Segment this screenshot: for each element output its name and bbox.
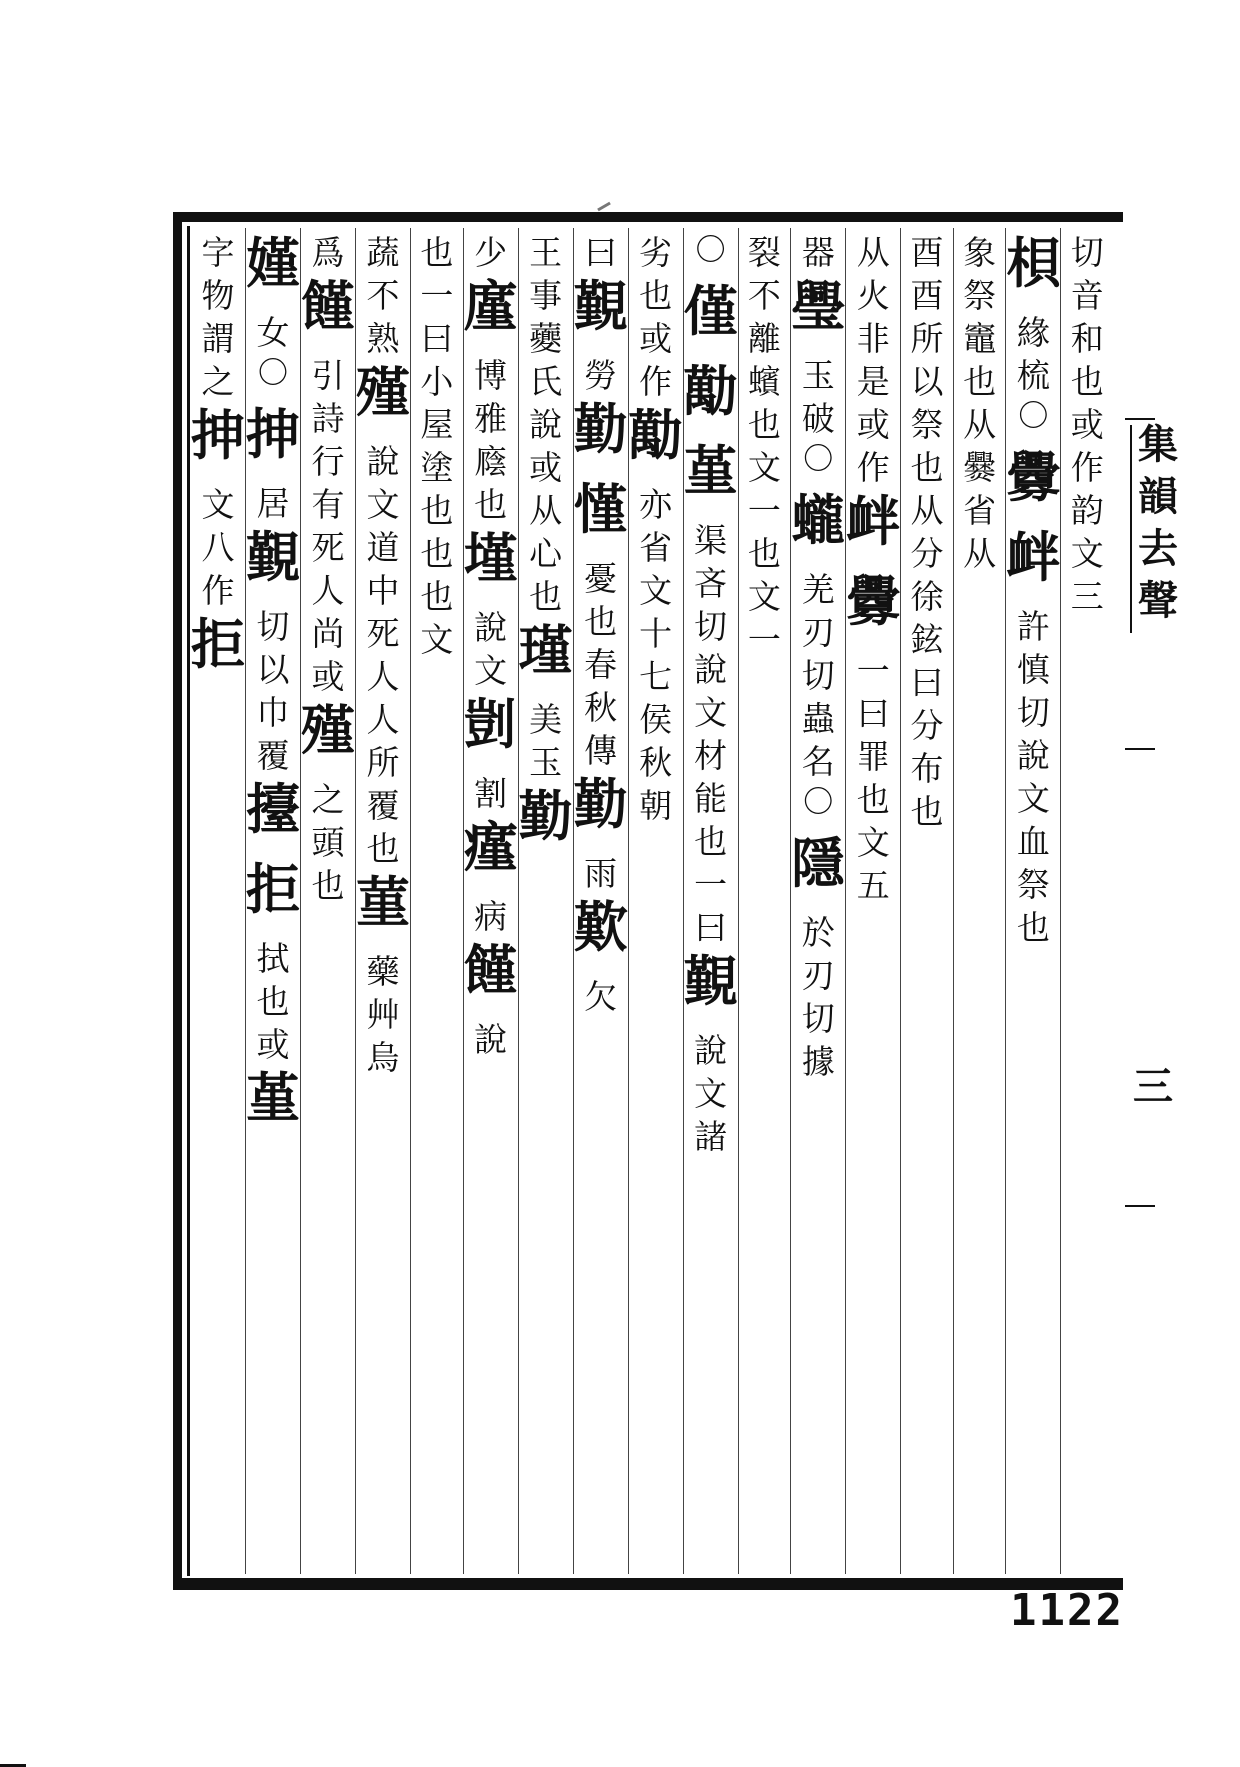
gloss-char: 春: [584, 645, 618, 684]
gloss-char: 以: [910, 362, 944, 401]
headword-char: 堇: [683, 439, 738, 503]
text-column: [845, 228, 900, 1574]
gloss-char: 作: [856, 448, 890, 487]
gloss-char: 艸: [366, 995, 400, 1034]
gloss-char: 或: [1070, 405, 1104, 444]
gloss-char: 鉉: [910, 620, 944, 659]
gloss-char: 分: [910, 534, 944, 573]
headword-char: 僅: [683, 279, 738, 343]
gloss-char: 道: [366, 528, 400, 567]
gloss-char: 梳: [1016, 356, 1050, 395]
gloss-char: 一: [694, 865, 728, 904]
gloss-char: 名: [801, 742, 835, 781]
gloss-char: 秋: [584, 688, 618, 727]
gloss-char: 文: [1016, 779, 1050, 818]
headword-char: 殣: [301, 698, 356, 762]
gloss-char: 也: [747, 405, 781, 444]
gloss-char: 切: [801, 999, 835, 1038]
text-column: [738, 228, 791, 1574]
gloss-char: 蟲: [801, 699, 835, 738]
gloss-char: 爨: [963, 448, 997, 487]
gloss-char: 慎: [1016, 650, 1050, 689]
gloss-char: 祭: [1016, 865, 1050, 904]
gloss-char: 中: [366, 571, 400, 610]
text-column: [1005, 228, 1060, 1574]
text-column: [191, 228, 245, 1574]
headword-char: 勤: [573, 772, 628, 836]
headword-char: 蠬: [791, 488, 846, 552]
gloss-char: 文: [474, 651, 508, 690]
headword-char: 剴: [463, 692, 518, 756]
headword-char: 衅: [1006, 525, 1061, 589]
gloss-char: 器: [801, 233, 835, 272]
gloss-char: 事: [529, 276, 563, 315]
gloss-char: 材: [694, 736, 728, 775]
gloss-char: 塗: [420, 448, 454, 487]
gloss-char: 少: [474, 233, 508, 272]
gloss-char: 七: [639, 657, 673, 696]
gloss-char: 从: [529, 491, 563, 530]
gloss-char: 離: [747, 319, 781, 358]
margin-title-char: 聲: [1138, 577, 1178, 624]
gloss-char: 一: [420, 276, 454, 315]
gloss-char: 作: [201, 571, 235, 610]
headword-char: 抻: [191, 403, 246, 467]
gloss-char: 虁: [529, 319, 563, 358]
gloss-char: 侯: [639, 700, 673, 739]
gloss-char: 非: [856, 319, 890, 358]
gloss-char: 也: [420, 491, 454, 530]
gloss-char: 从: [963, 534, 997, 573]
gloss-char: 於: [801, 913, 835, 952]
gloss-char: 文: [694, 693, 728, 732]
top-tick-mark: [597, 202, 611, 212]
gloss-char: 緣: [1016, 313, 1050, 352]
gloss-char: 象: [963, 233, 997, 272]
headword-char: 瑾: [518, 618, 573, 682]
headword-char: 抻: [246, 402, 301, 466]
gloss-char: 作: [1070, 448, 1104, 487]
margin-mark: 三: [1133, 1063, 1173, 1110]
gloss-char: 死: [311, 528, 345, 567]
gloss-char: 文: [201, 485, 235, 524]
gloss-char: 巾: [256, 693, 290, 732]
text-column: [628, 228, 683, 1574]
headword-char: 梖: [1006, 231, 1061, 295]
headword-char: 隱: [791, 831, 846, 895]
gloss-char: 祭: [910, 405, 944, 444]
gloss-char: 人: [366, 700, 400, 739]
text-column: [410, 228, 463, 1574]
gloss-char: 人: [311, 571, 345, 610]
text-column: [355, 228, 410, 1574]
gloss-char: 能: [694, 779, 728, 818]
headword-char: 嫤: [246, 231, 301, 295]
headword-char: 釁: [1006, 445, 1061, 509]
headword-char: 饉: [301, 274, 356, 338]
gloss-char: 之: [201, 362, 235, 401]
headword-char: 覲: [246, 525, 301, 589]
gloss-char: 刃: [801, 956, 835, 995]
gloss-char: 覆: [256, 736, 290, 775]
gloss-char: 一: [747, 491, 781, 530]
gloss-char: 血: [1016, 822, 1050, 861]
headword-char: 殣: [356, 360, 411, 424]
gloss-char: 也: [910, 448, 944, 487]
text-column: [300, 228, 355, 1574]
gloss-char: 說: [694, 650, 728, 689]
gloss-char: 憂: [584, 559, 618, 598]
gloss-char: 作: [639, 362, 673, 401]
text-column: [683, 228, 738, 1574]
gloss-char: 是: [856, 362, 890, 401]
gloss-char: 曰: [856, 694, 890, 733]
gloss-char: 文: [366, 485, 400, 524]
gloss-char: 謂: [201, 319, 235, 358]
gloss-char: 說: [529, 405, 563, 444]
gloss-char: 尚: [311, 614, 345, 653]
gloss-char: 分: [910, 706, 944, 745]
gloss-char: 羌: [801, 570, 835, 609]
gloss-char: 屋: [420, 405, 454, 444]
gloss-char: 也: [420, 534, 454, 573]
frame-top-rule: [173, 212, 1123, 222]
text-column: [245, 228, 300, 1574]
gloss-char: 祭: [963, 276, 997, 315]
headword-char: 覲: [573, 274, 628, 338]
gloss-char: 秋: [639, 743, 673, 782]
frame-bottom-rule: [173, 1578, 1123, 1590]
gloss-char: 和: [1070, 319, 1104, 358]
gloss-char: 頭: [311, 823, 345, 862]
gloss-char: 許: [1016, 607, 1050, 646]
gloss-char: 也: [420, 577, 454, 616]
gloss-char: 切: [256, 607, 290, 646]
margin-title-char: 韻: [1138, 473, 1178, 520]
text-column: [900, 228, 953, 1574]
gloss-char: 女: [256, 313, 290, 352]
margin-rule: [1125, 418, 1155, 420]
gloss-char: 或: [256, 1025, 290, 1064]
gloss-char: 火: [856, 276, 890, 315]
gloss-char: 之: [311, 780, 345, 819]
headword-char: 衅: [846, 489, 901, 553]
gloss-char: 玉: [529, 743, 563, 782]
margin-title: [1130, 421, 1188, 633]
gloss-char: 曰: [584, 233, 618, 272]
gloss-char: 罪: [856, 737, 890, 776]
gloss-char: 也: [639, 276, 673, 315]
gloss-char: 所: [910, 319, 944, 358]
text-column: [573, 228, 628, 1574]
gloss-char: 藥: [366, 952, 400, 991]
gloss-char: 說: [366, 442, 400, 481]
gloss-char: 文: [420, 620, 454, 659]
gloss-char: 裂: [747, 233, 781, 272]
gloss-char: 居: [256, 484, 290, 523]
gloss-char: 酉: [910, 233, 944, 272]
headword-char: 釁: [846, 569, 901, 633]
gloss-char: 心: [529, 534, 563, 573]
gloss-char: 人: [366, 657, 400, 696]
gloss-char: 五: [856, 866, 890, 905]
gloss-char: 从: [910, 491, 944, 530]
gloss-char: 詩: [311, 399, 345, 438]
gloss-char: 美: [529, 700, 563, 739]
gloss-char: 破: [801, 399, 835, 438]
headword-char: 勱: [628, 403, 683, 467]
gloss-char: 所: [366, 743, 400, 782]
gloss-char: 也: [1070, 362, 1104, 401]
gloss-char: 文: [639, 571, 673, 610]
gloss-char: 切: [1070, 233, 1104, 272]
gloss-char: 吝: [694, 564, 728, 603]
gloss-char: 也: [420, 233, 454, 272]
gloss-char: 也: [311, 866, 345, 905]
gloss-char: 有: [311, 485, 345, 524]
gloss-char: 一: [747, 620, 781, 659]
headword-char: 饉: [463, 938, 518, 1002]
gloss-char: 酉: [910, 276, 944, 315]
headword-char: 歎: [573, 895, 628, 959]
page-frame: [173, 212, 1123, 1590]
text-column: [463, 228, 518, 1574]
gloss-char: 王: [529, 233, 563, 272]
gloss-char: 拭: [256, 939, 290, 978]
headword-char: 勤: [518, 784, 573, 848]
gloss-char: 說: [694, 1031, 728, 1070]
gloss-char: 布: [910, 749, 944, 788]
text-column: [518, 228, 573, 1574]
gloss-char: 文: [856, 823, 890, 862]
frame-left-inner-rule: [187, 226, 190, 1576]
gloss-char: 也: [963, 362, 997, 401]
gloss-char: 病: [474, 897, 508, 936]
headword-char: 菫: [356, 870, 411, 934]
gloss-char: 氏: [529, 362, 563, 401]
gloss-char: 也: [256, 982, 290, 1021]
gloss-char: 曰: [910, 663, 944, 702]
gloss-char: 曰: [420, 319, 454, 358]
gloss-char: 切: [801, 656, 835, 695]
gloss-char: 說: [474, 608, 508, 647]
gloss-char: 省: [963, 491, 997, 530]
gloss-char: 博: [474, 356, 508, 395]
headword-char: 拒: [191, 612, 246, 676]
headword-char: 拒: [246, 857, 301, 921]
headword-char: 堇: [246, 1066, 301, 1130]
gloss-char: 一: [856, 651, 890, 690]
gloss-char: 說: [1016, 736, 1050, 775]
gloss-char: 諸: [694, 1117, 728, 1156]
gloss-char: 也: [584, 602, 618, 641]
entry-separator: 〇: [258, 356, 289, 391]
gloss-char: 也: [1016, 908, 1050, 947]
gloss-char: 物: [201, 276, 235, 315]
gloss-char: 也: [474, 485, 508, 524]
gloss-char: 文: [694, 1074, 728, 1113]
headword-char: 廑: [463, 274, 518, 338]
gloss-char: 或: [639, 319, 673, 358]
headword-char: 勱: [683, 359, 738, 423]
gloss-char: 三: [1070, 577, 1104, 616]
headword-char: 瘽: [463, 815, 518, 879]
text-column: [953, 228, 1006, 1574]
gloss-char: 欠: [584, 977, 618, 1016]
gloss-char: 蔬: [366, 233, 400, 272]
gloss-char: 省: [639, 528, 673, 567]
text-column: [790, 228, 845, 1574]
gloss-char: 八: [201, 528, 235, 567]
gloss-char: 也: [747, 534, 781, 573]
gloss-char: 據: [801, 1042, 835, 1081]
gloss-char: 也: [910, 792, 944, 831]
gloss-char: 烏: [366, 1038, 400, 1077]
entry-separator: 〇: [803, 442, 834, 477]
gloss-char: 朝: [639, 786, 673, 825]
gloss-char: 韵: [1070, 491, 1104, 530]
gloss-char: 雨: [584, 854, 618, 893]
gloss-char: 十: [639, 614, 673, 653]
headword-char: 勤: [573, 397, 628, 461]
gloss-char: 以: [256, 650, 290, 689]
margin-title-char: 去: [1138, 525, 1178, 572]
entry-separator: 〇: [1018, 399, 1049, 434]
gloss-char: 傳: [584, 731, 618, 770]
margin-rule: [1125, 748, 1155, 750]
gloss-char: 或: [856, 405, 890, 444]
gloss-char: 刃: [801, 613, 835, 652]
gloss-char: 竈: [963, 319, 997, 358]
gloss-char: 割: [474, 774, 508, 813]
gloss-char: 文: [1070, 534, 1104, 573]
gloss-char: 切: [1016, 693, 1050, 732]
gloss-char: 覆: [366, 786, 400, 825]
gloss-char: 劣: [639, 233, 673, 272]
gloss-char: 文: [747, 448, 781, 487]
gloss-char: 字: [201, 233, 235, 272]
gloss-char: 渠: [694, 521, 728, 560]
gloss-char: 死: [366, 614, 400, 653]
text-columns: [191, 228, 1113, 1574]
entry-separator: 〇: [695, 233, 726, 268]
gloss-char: 从: [856, 233, 890, 272]
gloss-char: 小: [420, 362, 454, 401]
text-column: [1060, 228, 1113, 1574]
gloss-char: 引: [311, 356, 345, 395]
gloss-char: 或: [529, 448, 563, 487]
gloss-char: 雅: [474, 399, 508, 438]
gloss-char: 从: [963, 405, 997, 444]
gloss-char: 爲: [311, 233, 345, 272]
frame-left-rule: [173, 212, 182, 1590]
gloss-char: 切: [694, 607, 728, 646]
margin-title-char: 集: [1138, 421, 1178, 468]
headword-char: 擡: [246, 777, 301, 841]
gloss-char: 勞: [584, 356, 618, 395]
headword-char: 墐: [463, 526, 518, 590]
gloss-char: 不: [366, 276, 400, 315]
margin-rule: [1125, 1205, 1155, 1207]
gloss-char: 不: [747, 276, 781, 315]
page-number: 1122: [1010, 1585, 1124, 1636]
gloss-char: 徐: [910, 577, 944, 616]
gloss-char: 行: [311, 442, 345, 481]
gloss-char: 蠙: [747, 362, 781, 401]
headword-char: 覲: [683, 949, 738, 1013]
headword-char: 璺: [791, 274, 846, 338]
entry-separator: 〇: [803, 785, 834, 820]
gloss-char: 也: [366, 829, 400, 868]
gloss-char: 也: [529, 577, 563, 616]
gloss-char: 玉: [801, 356, 835, 395]
gloss-char: 亦: [639, 485, 673, 524]
gloss-char: 說: [474, 1020, 508, 1059]
gloss-char: 熟: [366, 319, 400, 358]
headword-char: 慬: [573, 477, 628, 541]
gloss-char: 也: [694, 822, 728, 861]
gloss-char: 或: [311, 657, 345, 696]
gloss-char: 也: [856, 780, 890, 819]
gloss-char: 廕: [474, 442, 508, 481]
gloss-char: 文: [747, 577, 781, 616]
gloss-char: 曰: [694, 908, 728, 947]
gloss-char: 音: [1070, 276, 1104, 315]
